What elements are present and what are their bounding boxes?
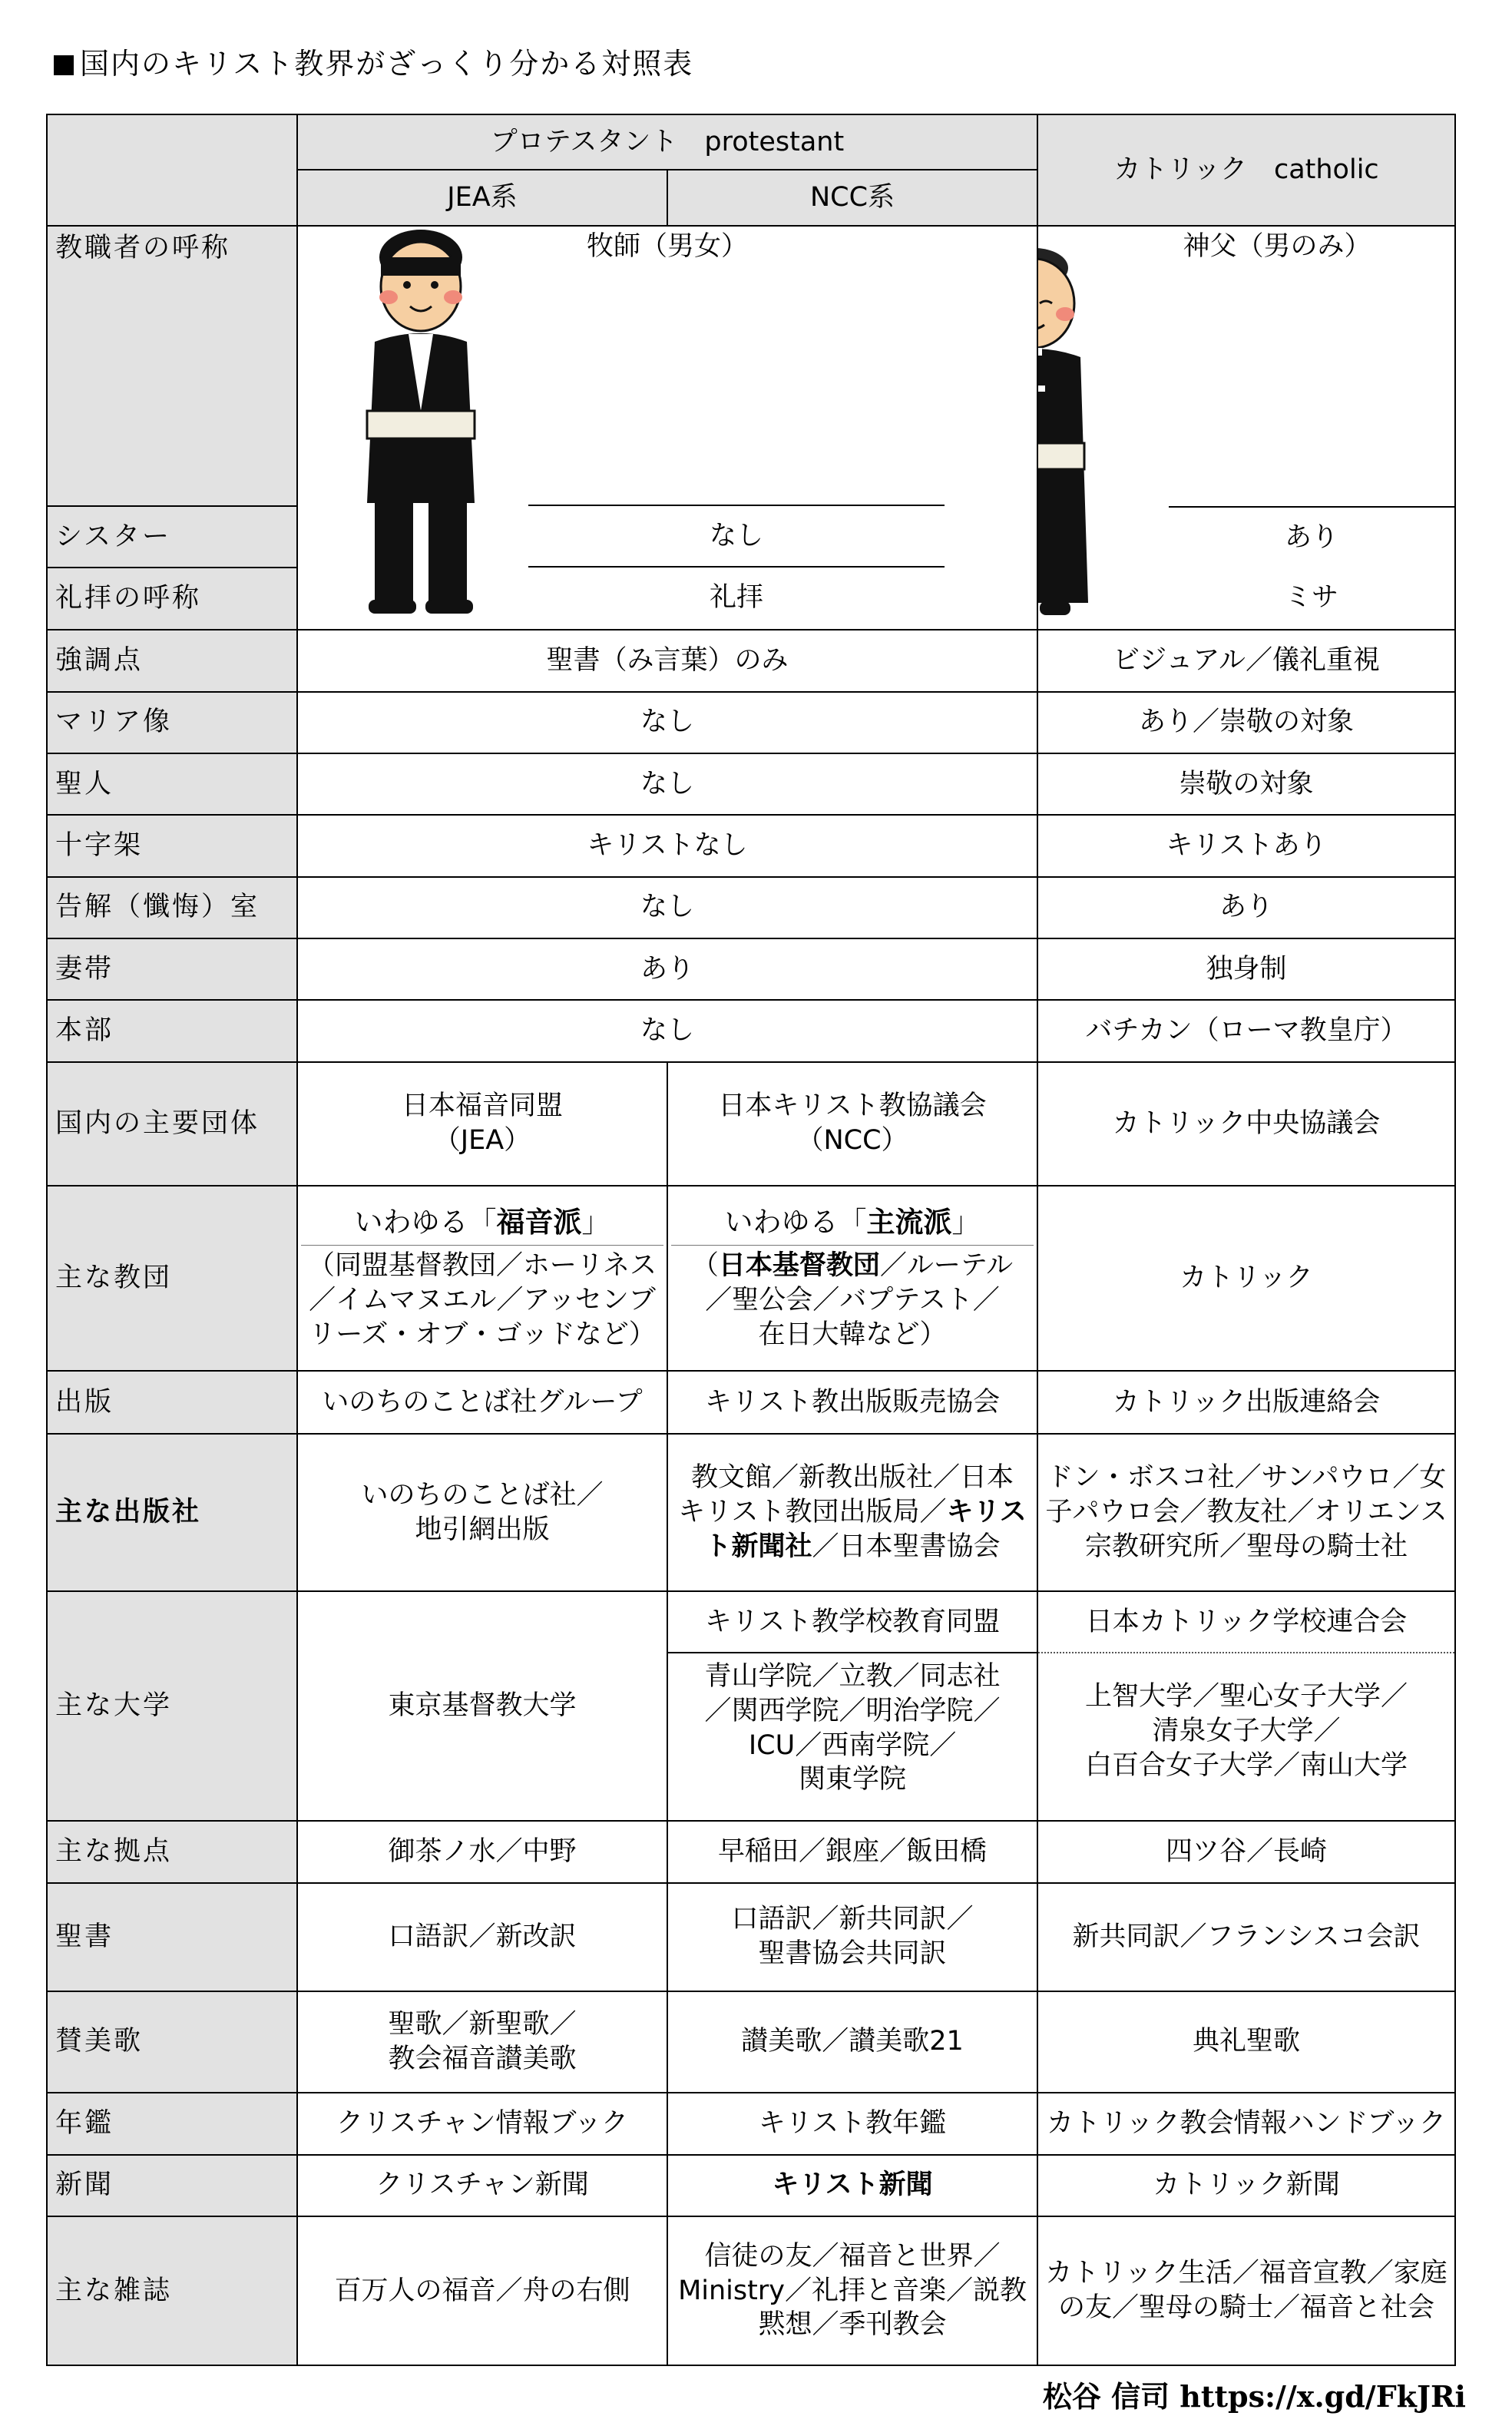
header-ncc: NCC系: [667, 170, 1037, 225]
header-corner: [47, 114, 297, 226]
row-label-sister: シスター: [47, 506, 297, 568]
author-credit: 松谷 信司 https://x.gd/FkJRi: [1042, 2379, 1466, 2414]
hymns-jea: 聖歌／新聖歌／ 教会福音讃美歌: [297, 1991, 667, 2093]
magazines-ncc: 信徒の友／福音と世界／ Ministry／礼拝と音楽／説教 黙想／季刊教会: [667, 2216, 1037, 2365]
row-label-bible: 聖書: [47, 1883, 297, 1991]
headquarters-protestant: なし: [297, 1000, 1037, 1061]
mary-protestant: なし: [297, 692, 1037, 753]
row-label-confession: 告解（懺悔）室: [47, 877, 297, 938]
saints-protestant: なし: [297, 753, 1037, 815]
publishers-catholic: ドン・ボスコ社／サンパウロ／女 子パウロ会／教友社／オリエンス 宗教研究所／聖母の騎士社: [1037, 1434, 1455, 1591]
row-label-publishers: 主な出版社: [47, 1434, 297, 1591]
header-catholic: カトリック catholic: [1037, 114, 1455, 226]
row-label-emphasis: 強調点: [47, 630, 297, 691]
square-bullet-icon: [54, 55, 74, 75]
confession-protestant: なし: [297, 877, 1037, 938]
bases-ncc: 早稲田／銀座／飯田橋: [667, 1821, 1037, 1882]
row-label-magazines: 主な雑誌: [47, 2216, 297, 2365]
hymns-catholic: 典礼聖歌: [1037, 1991, 1455, 2093]
bases-jea: 御茶ノ水／中野: [297, 1821, 667, 1882]
confession-catholic: あり: [1037, 877, 1455, 938]
emphasis-catholic: ビジュアル／儀礼重視: [1037, 630, 1455, 691]
newspaper-jea: クリスチャン新聞: [297, 2155, 667, 2216]
orgs-ncc-name: 日本キリスト教協議会: [718, 1091, 987, 1122]
bible-catholic: 新共同訳／フランシスコ会訳: [1037, 1883, 1455, 1991]
yearbook-catholic: カトリック教会情報ハンドブック: [1037, 2093, 1455, 2154]
sister-protestant: なし: [528, 505, 945, 566]
row-label-hymns: 賛美歌: [47, 1991, 297, 2093]
row-label-yearbook: 年鑑: [47, 2093, 297, 2154]
clergy-protestant-text: 牧師（男女）: [587, 230, 749, 262]
denominations-jea-body: （同盟基督教団／ホーリネス ／イムマヌエル／アッセンブ リーズ・オブ・ゴッドなど）: [301, 1245, 663, 1352]
publishing-catholic: カトリック出版連絡会: [1037, 1371, 1455, 1434]
row-label-headquarters: 本部: [47, 1000, 297, 1061]
mary-catholic: あり／崇敬の対象: [1037, 692, 1455, 753]
cross-protestant: キリストなし: [297, 815, 1037, 876]
denominations-ncc-head: いわゆる「主流派」: [724, 1205, 981, 1239]
hymns-ncc: 讃美歌／讃美歌21: [667, 1991, 1037, 2093]
row-label-worship: 礼拝の呼称: [47, 568, 297, 630]
worship-protestant: 礼拝: [528, 566, 945, 627]
denominations-jea-head: いわゆる「福音派」: [354, 1205, 610, 1239]
bible-ncc: 口語訳／新共同訳／ 聖書協会共同訳: [667, 1883, 1037, 1991]
universities-ncc-body: 青山学院／立教／同志社 ／関西学院／明治学院／ ICU／西南学院／ 関東学院: [704, 1661, 1001, 1795]
row-label-mary: マリア像: [47, 692, 297, 753]
orgs-jea-abbr: （JEA）: [433, 1125, 531, 1157]
row-label-marriage: 妻帯: [47, 938, 297, 1000]
magazines-catholic: カトリック生活／福音宣教／家庭 の友／聖母の騎士／福音と社会: [1037, 2216, 1455, 2365]
worship-catholic: ミサ: [1285, 581, 1339, 613]
row-label-publishing: 出版: [47, 1371, 297, 1434]
universities-jea: 東京基督教大学: [297, 1591, 667, 1821]
publishers-ncc: 教文館／新教出版社／日本 キリスト教団出版局／キリス ト新聞社／日本聖書協会: [667, 1434, 1037, 1591]
row-label-denominations: 主な教団: [47, 1186, 297, 1371]
universities-ncc-head: キリスト教学校教育同盟: [668, 1592, 1037, 1653]
denominations-catholic: カトリック: [1037, 1186, 1455, 1371]
publishing-jea: いのちのことば社グループ: [297, 1371, 667, 1434]
saints-catholic: 崇敬の対象: [1037, 753, 1455, 815]
publishing-ncc: キリスト教出版販売協会: [667, 1371, 1037, 1434]
yearbook-ncc: キリスト教年鑑: [667, 2093, 1037, 2154]
publishers-jea: いのちのことば社／ 地引網出版: [297, 1434, 667, 1591]
sister-catholic: あり: [1169, 506, 1454, 568]
universities-catholic-head: 日本カトリック学校連合会: [1085, 1607, 1408, 1638]
orgs-ncc: [667, 1062, 1037, 1186]
orgs-jea-name: 日本福音同盟: [401, 1091, 563, 1122]
title-text: 国内のキリスト教界がざっくり分かる対照表: [80, 47, 694, 81]
row-label-universities: 主な大学: [47, 1591, 297, 1821]
header-jea: JEA系: [297, 170, 667, 225]
yearbook-jea: クリスチャン情報ブック: [297, 2093, 667, 2154]
headquarters-catholic: バチカン（ローマ教皇庁）: [1037, 1000, 1455, 1061]
newspaper-catholic: カトリック新聞: [1037, 2155, 1455, 2216]
universities-ncc: [667, 1591, 1037, 1821]
pastor-illustration: [344, 227, 498, 618]
denominations-jea: [297, 1186, 667, 1371]
denominations-ncc-body: （日本基督教団／ルーテル ／聖公会／バプテスト／ 在日大韓など）: [671, 1245, 1034, 1352]
orgs-jea: [297, 1062, 667, 1186]
emphasis-protestant: 聖書（み言葉）のみ: [297, 630, 1037, 691]
row-label-orgs: 国内の主要団体: [47, 1062, 297, 1186]
universities-catholic: [1037, 1591, 1455, 1821]
row-label-saints: 聖人: [47, 753, 297, 815]
row-label-cross: 十字架: [47, 815, 297, 876]
orgs-ncc-abbr: （NCC）: [796, 1125, 908, 1157]
cross-catholic: キリストあり: [1037, 815, 1455, 876]
clergy-catholic-text: 神父（男のみ）: [1183, 230, 1371, 262]
universities-catholic-body: 上智大学／聖心女子大学／ 清泉女子大学／ 白百合女子大学／南山大学: [1038, 1652, 1454, 1782]
priest-illustration: [1037, 242, 1100, 618]
row-label-bases: 主な拠点: [47, 1821, 297, 1882]
cell-clergy-protestant: [297, 226, 1037, 630]
orgs-catholic: カトリック中央協議会: [1037, 1062, 1455, 1186]
row-label-newspaper: 新聞: [47, 2155, 297, 2216]
cell-clergy-catholic: [1037, 226, 1455, 630]
marriage-catholic: 独身制: [1037, 938, 1455, 1000]
bible-jea: 口語訳／新改訳: [297, 1883, 667, 1991]
page-title: [54, 40, 693, 82]
newspaper-ncc: キリスト新聞: [667, 2155, 1037, 2216]
denominations-ncc: [667, 1186, 1037, 1371]
marriage-protestant: あり: [297, 938, 1037, 1000]
row-label-clergy: 教職者の呼称: [47, 226, 297, 506]
bases-catholic: 四ツ谷／長崎: [1037, 1821, 1455, 1882]
header-protestant: プロテスタント protestant: [297, 114, 1037, 170]
magazines-jea: 百万人の福音／舟の右側: [297, 2216, 667, 2365]
comparison-table: [46, 114, 1454, 2366]
